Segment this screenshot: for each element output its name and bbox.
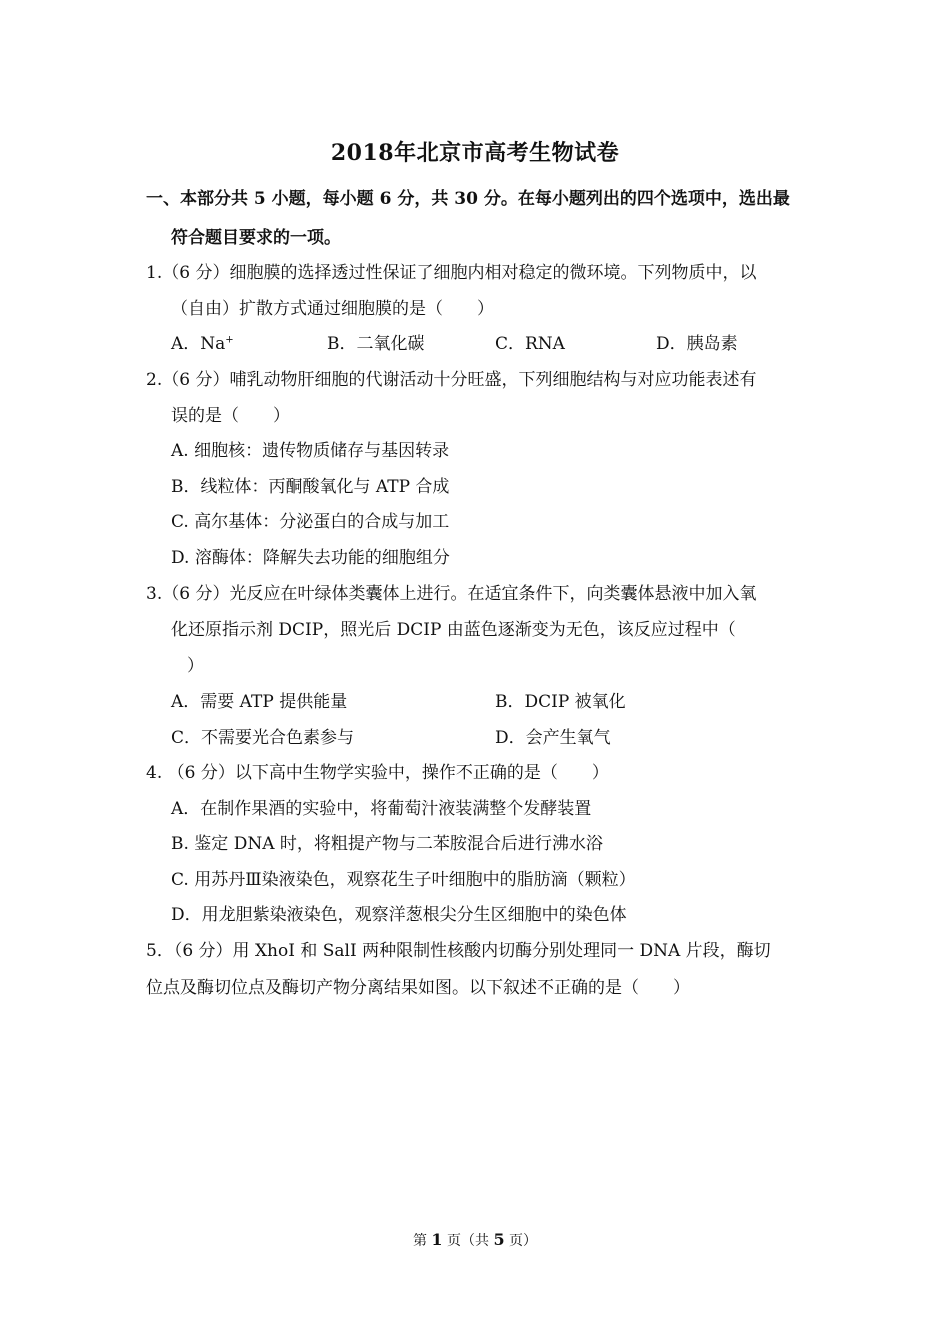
q2-option-d: D. 溶酶体：降解失去功能的细胞组分 xyxy=(171,548,450,568)
q3-stem-line-1: 3.（6 分）光反应在叶绿体类囊体上进行。在适宜条件下，向类囊体悬液中加入氧 xyxy=(146,584,757,604)
q1-option-a xyxy=(171,332,234,356)
q1-option-d: D．胰岛素 xyxy=(656,334,738,354)
q4-stem-line-1: 4. （6 分）以下高中生物学实验中，操作不正确的是（ ） xyxy=(146,763,609,783)
q3-option-a: A．需要 ATP 提供能量 xyxy=(171,692,348,712)
q1-option-a-sup: + xyxy=(225,334,234,346)
footer-suffix: 页） xyxy=(504,1233,538,1249)
footer-middle: 页（共 xyxy=(442,1233,494,1249)
q3-stem-line-3: ） xyxy=(187,656,204,676)
q2-option-c: C. 高尔基体：分泌蛋白的合成与加工 xyxy=(171,512,450,532)
footer-page-number: 1 xyxy=(431,1230,443,1249)
footer-total-pages: 5 xyxy=(493,1230,505,1249)
q1-option-b: B．二氧化碳 xyxy=(327,334,425,354)
q4-option-c: C. 用苏丹Ⅲ染液染色，观察花生子叶细胞中的脂肪滴（颗粒） xyxy=(171,870,636,890)
section-header-line-2: 符合题目要求的一项。 xyxy=(171,228,341,248)
q3-option-d: D．会产生氧气 xyxy=(495,728,611,748)
q4-option-d: D．用龙胆紫染液染色，观察洋葱根尖分生区细胞中的染色体 xyxy=(171,905,627,925)
q5-stem-line-2: 位点及酶切位点及酶切产物分离结果如图。以下叙述不正确的是（ ） xyxy=(146,978,690,998)
q4-option-a: A．在制作果酒的实验中，将葡萄汁液装满整个发酵装置 xyxy=(171,799,592,819)
q1-stem-line-2: （自由）扩散方式通过细胞膜的是（ ） xyxy=(171,299,494,319)
q1-option-c: C．RNA xyxy=(495,334,565,354)
page-footer xyxy=(0,1230,950,1250)
q3-option-b: B．DCIP 被氧化 xyxy=(495,692,626,712)
q1-stem-line-1: 1.（6 分）细胞膜的选择透过性保证了细胞内相对稳定的微环境。下列物质中，以 xyxy=(146,263,757,283)
q2-option-b: B．线粒体：丙酮酸氧化与 ATP 合成 xyxy=(171,477,450,497)
section-header-line-1: 一、本部分共 5 小题，每小题 6 分，共 30 分。在每小题列出的四个选项中，选出最 xyxy=(146,189,790,209)
q3-stem-line-2: 化还原指示剂 DCIP，照光后 DCIP 由蓝色逐渐变为无色，该反应过程中（ xyxy=(171,620,736,640)
q1-option-a-text: A．Na xyxy=(171,334,226,354)
q2-stem-line-2: 误的是（ ） xyxy=(171,406,290,426)
page-title: 2018年北京市高考生物试卷 xyxy=(330,140,620,166)
q5-stem-line-1: 5．（6 分）用 XhoI 和 SalI 两种限制性核酸内切酶分别处理同一 DNA 片段，酶切 xyxy=(146,941,771,961)
q2-option-a: A. 细胞核：遗传物质储存与基因转录 xyxy=(171,441,450,461)
q4-option-b: B. 鉴定 DNA 时，将粗提产物与二苯胺混合后进行沸水浴 xyxy=(171,834,603,854)
q3-option-c: C．不需要光合色素参与 xyxy=(171,728,355,748)
footer-prefix: 第 xyxy=(412,1233,432,1249)
q2-stem-line-1: 2.（6 分）哺乳动物肝细胞的代谢活动十分旺盛，下列细胞结构与对应功能表述有 xyxy=(146,370,757,390)
